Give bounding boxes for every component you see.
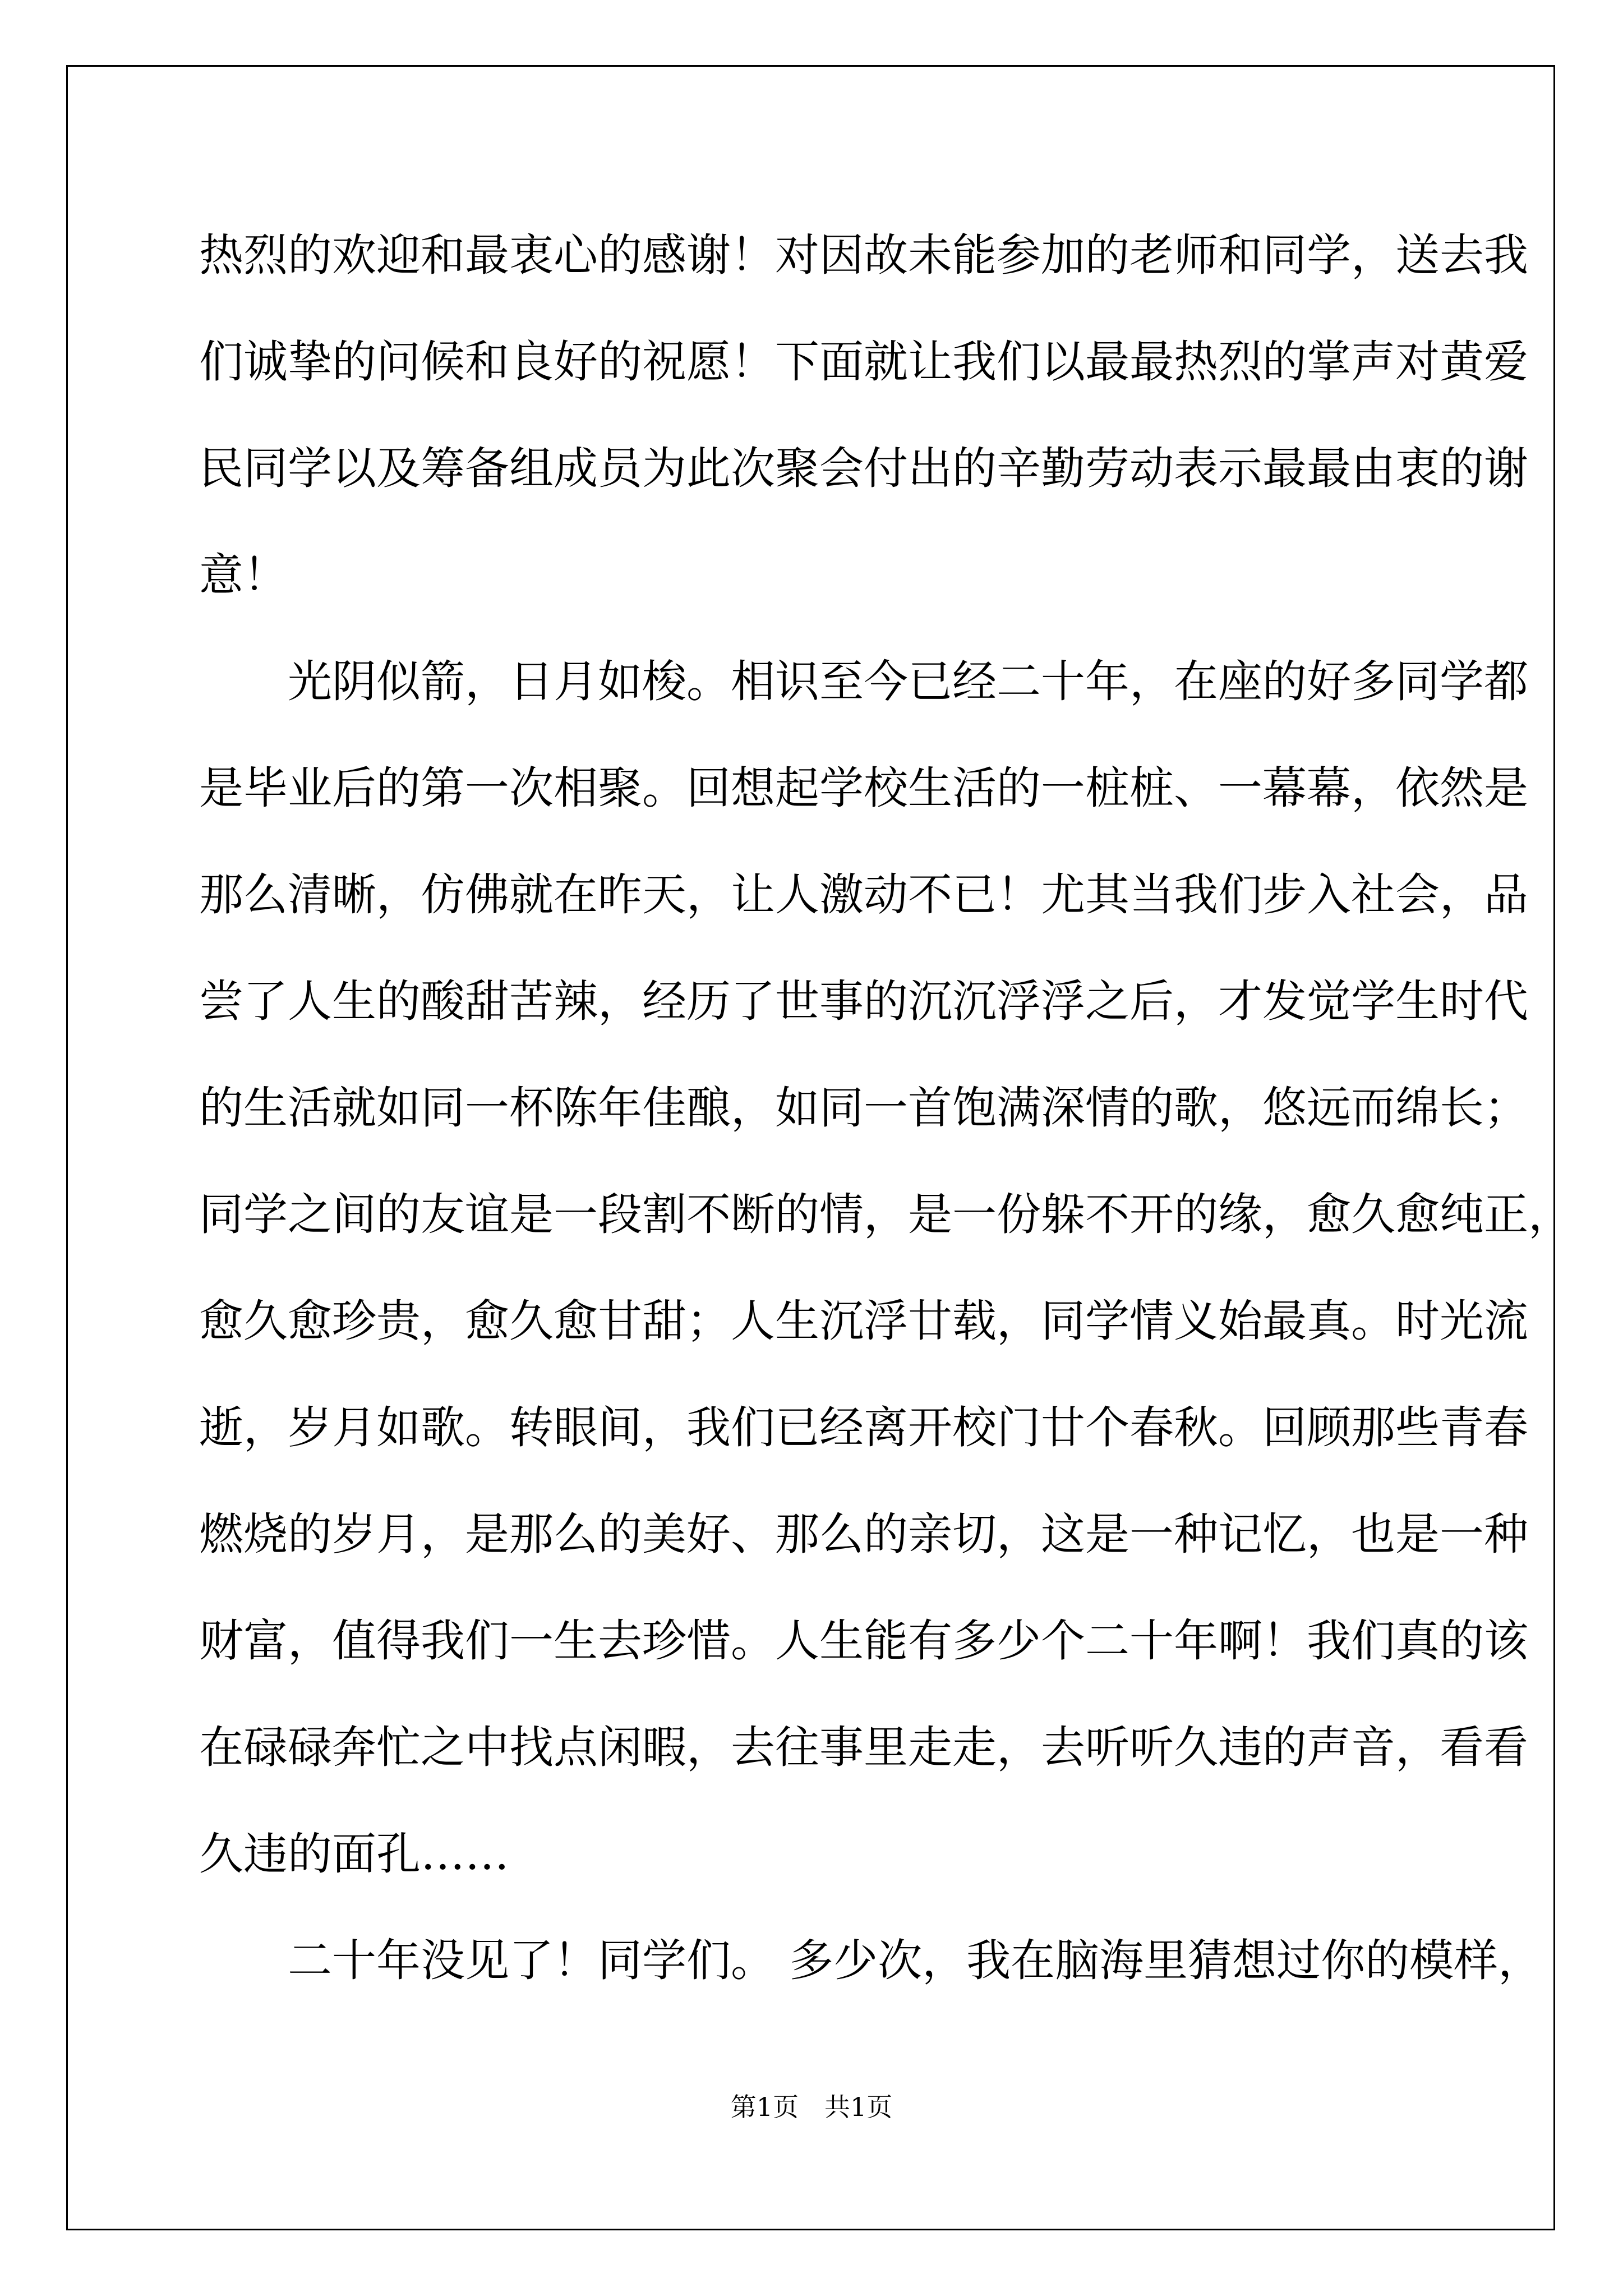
text-line: 光阴似箭，日月如梭。相识至今已经二十年，在座的好多同学都 — [199, 656, 1528, 707]
text-line: 意！ — [199, 549, 288, 601]
page-footer: 第1页 共1页 — [730, 2092, 893, 2122]
text-line: 那么清晰，仿佛就在昨天，让人激动不已！尤其当我们步入社会，品 — [199, 869, 1528, 921]
text-line: 燃烧的岁月，是那么的美好、那么的亲切，这是一种记忆，也是一种 — [199, 1508, 1528, 1560]
text-line: 们诚挚的问候和良好的祝愿！下面就让我们以最最热烈的掌声对黄爱 — [199, 336, 1528, 388]
text-line: 财富，值得我们一生去珍惜。人生能有多少个二十年啊！我们真的该 — [199, 1615, 1528, 1667]
document-body — [199, 202, 1573, 2014]
text-line: 二十年没见了！同学们。 多少次，我在脑海里猜想过你的模样， — [199, 1935, 1543, 1986]
text-line: 民同学以及筹备组成员为此次聚会付出的辛勤劳动表示最最由衷的谢 — [199, 443, 1528, 494]
text-line: 尝了人生的酸甜苦辣，经历了世事的沉沉浮浮之后，才发觉学生时代 — [199, 976, 1528, 1027]
text-line: 热烈的欢迎和最衷心的感谢！对因故未能参加的老师和同学，送去我 — [199, 229, 1528, 281]
text-line: 在碌碌奔忙之中找点闲暇，去往事里走走，去听听久违的声音，看看 — [199, 1722, 1528, 1773]
text-line: 是毕业后的第一次相聚。回想起学校生活的一桩桩、一幕幕，依然是 — [199, 762, 1528, 814]
text-line: 同学之间的友谊是一段割不断的情，是一份躲不开的缘，愈久愈纯正， — [199, 1189, 1573, 1240]
text-line: 的生活就如同一杯陈年佳酿，如同一首饱满深情的歌，悠远而绵长； — [199, 1082, 1528, 1134]
text-line: 愈久愈珍贵，愈久愈甘甜；人生沉浮廿载，同学情义始最真。时光流 — [199, 1295, 1528, 1347]
text-line: 逝，岁月如歌。转眼间，我们已经离开校门廿个春秋。回顾那些青春 — [199, 1402, 1528, 1453]
text-line: 久违的面孔…… — [199, 1828, 509, 1880]
